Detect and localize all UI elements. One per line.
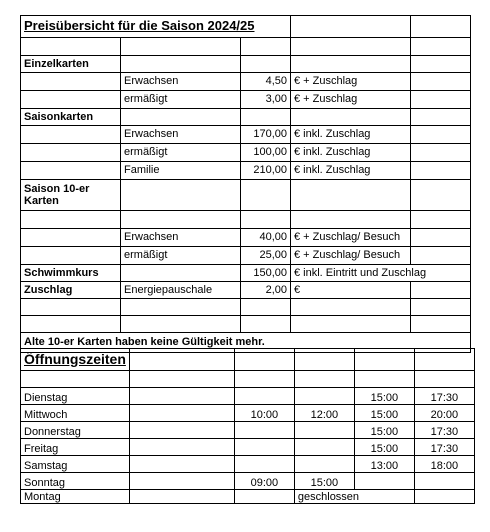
cell[interactable] <box>21 247 121 265</box>
cell[interactable] <box>294 371 354 388</box>
cell[interactable] <box>241 211 291 229</box>
cell[interactable] <box>21 229 121 247</box>
price-label: ermäßigt <box>121 247 241 265</box>
time-close-morning <box>294 456 354 473</box>
cell[interactable] <box>411 229 471 247</box>
price-value: 4,50 <box>241 73 291 91</box>
cell[interactable] <box>291 180 411 211</box>
time-close-morning <box>294 388 354 405</box>
cell[interactable] <box>129 439 234 456</box>
cell[interactable] <box>411 38 471 56</box>
cell[interactable] <box>411 91 471 109</box>
time-open-afternoon: 13:00 <box>354 456 414 473</box>
price-note: € <box>291 282 411 299</box>
cell[interactable] <box>241 180 291 211</box>
time-close-afternoon <box>414 473 474 490</box>
day-label: Freitag <box>21 439 130 456</box>
cell[interactable] <box>411 109 471 126</box>
time-open-afternoon: 15:00 <box>354 439 414 456</box>
time-close-morning: 12:00 <box>294 405 354 422</box>
cell[interactable] <box>129 405 234 422</box>
section-heading-zuschlag: Zuschlag <box>21 282 121 299</box>
cell[interactable] <box>291 38 411 56</box>
cell[interactable] <box>414 371 474 388</box>
cell[interactable] <box>234 349 294 371</box>
cell[interactable] <box>21 162 121 180</box>
cell[interactable] <box>411 144 471 162</box>
cell[interactable] <box>21 73 121 91</box>
time-open-morning <box>234 439 294 456</box>
price-note: € inkl. Zuschlag <box>291 162 411 180</box>
price-value: 25,00 <box>241 247 291 265</box>
cell[interactable] <box>411 299 471 316</box>
cell[interactable] <box>234 490 294 504</box>
cell[interactable] <box>129 422 234 439</box>
cell[interactable] <box>411 282 471 299</box>
price-value: 3,00 <box>241 91 291 109</box>
cell[interactable] <box>241 56 291 73</box>
time-open-morning <box>234 456 294 473</box>
cell[interactable] <box>129 349 234 371</box>
cell[interactable] <box>121 56 241 73</box>
cell[interactable] <box>21 211 121 229</box>
cell[interactable] <box>241 299 291 316</box>
price-note: € + Zuschlag <box>291 73 411 91</box>
cell[interactable] <box>121 211 241 229</box>
cell[interactable] <box>21 38 121 56</box>
cell[interactable] <box>121 299 241 316</box>
day-label: Donnerstag <box>21 422 130 439</box>
price-note: € inkl. Eintritt und Zuschlag <box>291 265 471 282</box>
day-label: Dienstag <box>21 388 130 405</box>
cell[interactable] <box>121 316 241 333</box>
price-value: 210,00 <box>241 162 291 180</box>
day-label: Sonntag <box>21 473 130 490</box>
price-note: € + Zuschlag/ Besuch <box>291 229 411 247</box>
cell[interactable] <box>129 490 234 504</box>
price-note: € inkl. Zuschlag <box>291 144 411 162</box>
time-close-morning: 15:00 <box>294 473 354 490</box>
cell[interactable] <box>21 91 121 109</box>
time-close-afternoon: 18:00 <box>414 456 474 473</box>
time-close-afternoon: 17:30 <box>414 422 474 439</box>
cell[interactable] <box>21 144 121 162</box>
cell[interactable] <box>121 38 241 56</box>
cell[interactable] <box>241 38 291 56</box>
cell[interactable] <box>414 490 474 504</box>
cell[interactable] <box>291 299 411 316</box>
closed-text: geschlossen <box>294 490 414 504</box>
day-label: Montag <box>21 490 130 504</box>
cell[interactable] <box>121 265 241 282</box>
cell[interactable] <box>291 109 411 126</box>
cell[interactable] <box>129 388 234 405</box>
time-open-afternoon <box>354 473 414 490</box>
price-label: ermäßigt <box>121 91 241 109</box>
time-open-afternoon: 15:00 <box>354 388 414 405</box>
price-label: Familie <box>121 162 241 180</box>
price-title: Preisübersicht für die Saison 2024/25 <box>21 16 291 38</box>
time-open-morning <box>234 422 294 439</box>
day-label: Samstag <box>21 456 130 473</box>
price-label: Erwachsen <box>121 229 241 247</box>
time-open-morning: 10:00 <box>234 405 294 422</box>
time-close-morning <box>294 422 354 439</box>
cell[interactable] <box>414 349 474 371</box>
time-open-afternoon: 15:00 <box>354 422 414 439</box>
price-label: Energiepauschale <box>121 282 241 299</box>
time-close-afternoon: 17:30 <box>414 439 474 456</box>
section-heading-saisonkarten: Saisonkarten <box>21 109 121 126</box>
cell[interactable] <box>129 473 234 490</box>
cell[interactable] <box>121 180 241 211</box>
cell[interactable] <box>411 162 471 180</box>
cell[interactable] <box>411 316 471 333</box>
price-note: € inkl. Zuschlag <box>291 126 411 144</box>
time-close-afternoon: 20:00 <box>414 405 474 422</box>
cell[interactable] <box>354 349 414 371</box>
hours-title: Öffnungszeiten <box>21 349 130 371</box>
time-close-morning <box>294 439 354 456</box>
cell[interactable] <box>21 126 121 144</box>
cell[interactable] <box>291 56 411 73</box>
time-open-afternoon: 15:00 <box>354 405 414 422</box>
cell[interactable] <box>411 180 471 211</box>
cell[interactable] <box>291 316 411 333</box>
cell[interactable] <box>411 247 471 265</box>
price-label: Erwachsen <box>121 73 241 91</box>
hours-table <box>20 348 475 504</box>
price-note: € + Zuschlag/ Besuch <box>291 247 411 265</box>
cell[interactable] <box>21 316 121 333</box>
cell[interactable] <box>411 16 471 38</box>
cell[interactable] <box>121 109 241 126</box>
cell[interactable] <box>129 456 234 473</box>
price-value: 150,00 <box>241 265 291 282</box>
cell[interactable] <box>294 349 354 371</box>
price-value: 170,00 <box>241 126 291 144</box>
notice-text: Alte 10-er Karten haben keine Gültigkeit mehr. <box>21 333 471 353</box>
price-value: 100,00 <box>241 144 291 162</box>
section-heading-einzelkarten: Einzelkarten <box>21 56 121 73</box>
cell[interactable] <box>354 371 414 388</box>
day-label: Mittwoch <box>21 405 130 422</box>
time-close-afternoon: 17:30 <box>414 388 474 405</box>
cell[interactable] <box>21 371 130 388</box>
price-label: ermäßigt <box>121 144 241 162</box>
cell[interactable] <box>291 16 411 38</box>
cell[interactable] <box>241 316 291 333</box>
cell[interactable] <box>129 371 234 388</box>
price-value: 2,00 <box>241 282 291 299</box>
cell[interactable] <box>411 73 471 91</box>
cell[interactable] <box>411 211 471 229</box>
cell[interactable] <box>234 371 294 388</box>
section-heading-zehnerkarten: Saison 10-er Karten <box>21 180 121 211</box>
price-value: 40,00 <box>241 229 291 247</box>
cell[interactable] <box>21 299 121 316</box>
cell[interactable] <box>291 211 411 229</box>
price-table <box>20 15 471 353</box>
section-heading-schwimmkurs: Schwimmkurs <box>21 265 121 282</box>
cell[interactable] <box>411 56 471 73</box>
time-open-morning <box>234 388 294 405</box>
price-note: € + Zuschlag <box>291 91 411 109</box>
cell[interactable] <box>411 126 471 144</box>
cell[interactable] <box>241 109 291 126</box>
time-open-morning: 09:00 <box>234 473 294 490</box>
price-label: Erwachsen <box>121 126 241 144</box>
